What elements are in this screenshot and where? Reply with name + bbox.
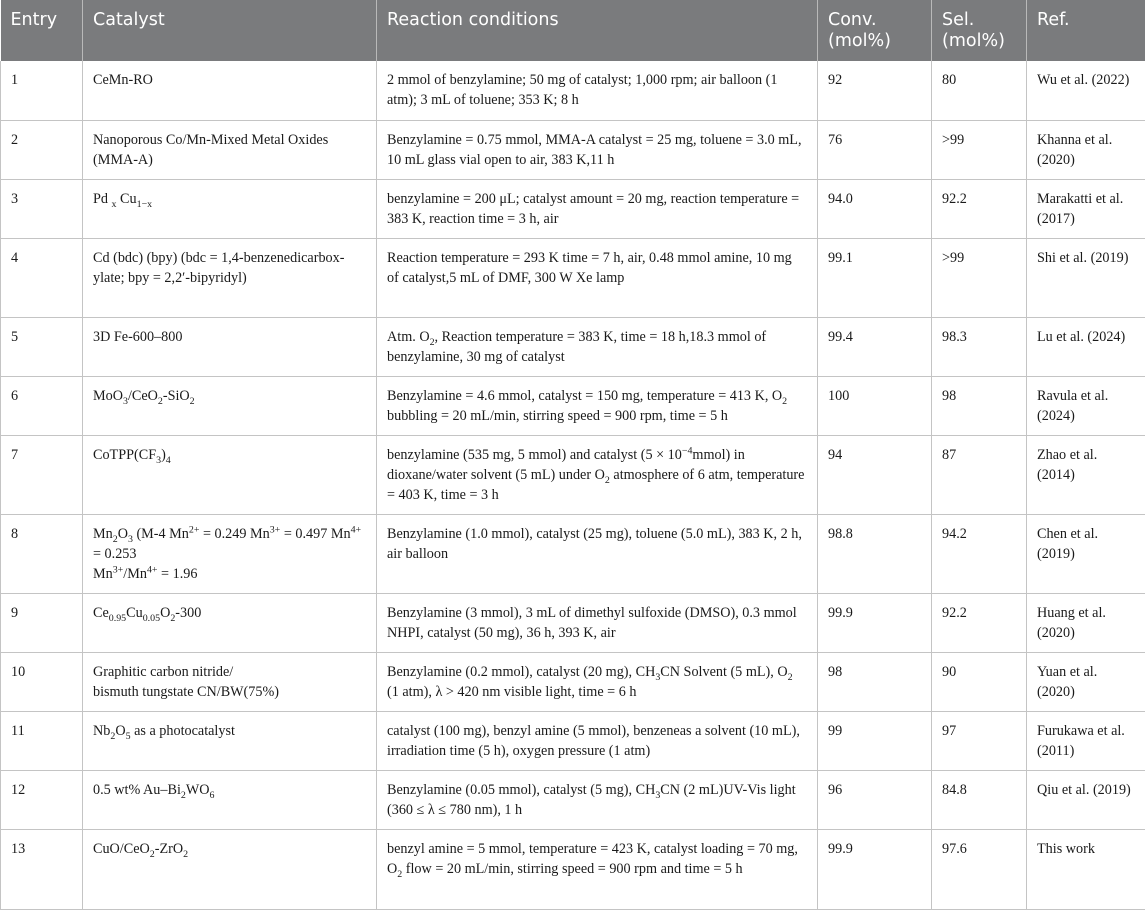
cell-conversion: 100: [818, 376, 932, 435]
table-row: [1, 179, 1145, 238]
cell-ref: Shi et al. (2019): [1027, 238, 1145, 317]
cell-conversion: 99.1: [818, 238, 932, 317]
table-row: [1, 317, 1145, 376]
cell-conversion: 94.0: [818, 179, 932, 238]
table-row: [1, 652, 1145, 711]
cell-catalyst: Pd $_x$ $Cu_{1-x}$: [83, 179, 377, 238]
cell-selectivity: 97.6: [932, 829, 1027, 909]
table-row: [1, 376, 1145, 435]
cell-entry: 10: [1, 652, 83, 711]
cell-ref: Yuan et al. (2020): [1027, 652, 1145, 711]
cell-conversion: 94: [818, 435, 932, 514]
header-row: [1, 0, 1145, 61]
header-selectivity: Sel. (mol%): [932, 0, 1027, 61]
cell-conditions: Benzylamine = 4.6 mmol, catalyst = 150 mg, temperature = 413 K, $O_2$ bubbling = 20 mL/min, stirring speed = 900 rpm, time = 5 h: [377, 376, 818, 435]
header-entry: Entry: [1, 0, 83, 61]
cell-selectivity: >99: [932, 238, 1027, 317]
cell-entry: 6: [1, 376, 83, 435]
table-row: [1, 435, 1145, 514]
cell-ref: Chen et al. (2019): [1027, 514, 1145, 593]
header-ref: Ref.: [1027, 0, 1145, 61]
header-catalyst: Catalyst: [83, 0, 377, 61]
cell-entry: 11: [1, 711, 83, 770]
cell-entry: 8: [1, 514, 83, 593]
cell-catalyst: $Ce_{0.95}Cu_{0.05}O_2-300$: [83, 593, 377, 652]
table-row: [1, 120, 1145, 179]
cell-conditions: Atm. $O_2$, Reaction temperature = 383 K, time = 18 h,18.3 mmol of benzylamine, 30 mg of catalyst: [377, 317, 818, 376]
cell-conditions: catalyst (100 mg), benzyl amine (5 mmol), benzeneas a solvent (10 mL), irradiation time (5 h), oxygen pressure (1 atm): [377, 711, 818, 770]
cell-catalyst: CuO/CeO$_2$-ZrO$_2$: [83, 829, 377, 909]
cell-entry: 9: [1, 593, 83, 652]
cell-selectivity: 98: [932, 376, 1027, 435]
cell-entry: 7: [1, 435, 83, 514]
cell-ref: Qiu et al. (2019): [1027, 770, 1145, 829]
cell-ref: Khanna et al. (2020): [1027, 120, 1145, 179]
header-conditions: Reaction conditions: [377, 0, 818, 61]
cell-catalyst: MoO$_3$/CeO$_2$-SiO$_2$: [83, 376, 377, 435]
cell-selectivity: >99: [932, 120, 1027, 179]
cell-conversion: 99.4: [818, 317, 932, 376]
cell-conditions: Reaction temperature = 293 K time = 7 h, air, 0.48 mmol amine, 10 mg of catalyst,5 mL of DMF, 300 W Xe lamp: [377, 238, 818, 317]
cell-conditions: Benzylamine (0.05 mmol), catalyst (5 mg), $CH_3CN$ (2 mL)UV-Vis light (360 ≤ λ ≤ 780 nm), 1 h: [377, 770, 818, 829]
cell-conditions: benzylamine = 200 μL; catalyst amount = 20 mg, reaction temperature = 383 K, reaction time = 3 h, air: [377, 179, 818, 238]
cell-conditions: Benzylamine = 0.75 mmol, MMA-A catalyst = 25 mg, toluene = 3.0 mL, 10 mL glass vial open to air, 383 K,11 h: [377, 120, 818, 179]
cell-catalyst: $Mn_2O_3$ (M-4 $Mn^{2+} = 0.249$ $Mn^{3+} = 0.497$ $Mn^{4+} = 0.253$ $Mn^{3+}/Mn^{4+} = 1.96$: [83, 514, 377, 593]
cell-selectivity: 94.2: [932, 514, 1027, 593]
cell-catalyst: 3D Fe-600–800: [83, 317, 377, 376]
cell-selectivity: 98.3: [932, 317, 1027, 376]
cell-conversion: 76: [818, 120, 932, 179]
cell-catalyst: CeMn-RO: [83, 61, 377, 120]
cell-conversion: 98: [818, 652, 932, 711]
cell-conditions: benzylamine (535 mg, 5 mmol) and catalyst $(5 \times 10^{-4}mmol)$ in dioxane/water solvent (5 mL) under $O_2$ atmosphere of 6 atm, temperature = 403 K, time = 3 h: [377, 435, 818, 514]
cell-catalyst: $CoTPP(CF_3)_4$: [83, 435, 377, 514]
header-conversion: Conv. (mol%): [818, 0, 932, 61]
table-row: [1, 593, 1145, 652]
cell-ref: Ravula et al. (2024): [1027, 376, 1145, 435]
table-row: [1, 829, 1145, 909]
cell-ref: Wu et al. (2022): [1027, 61, 1145, 120]
cell-entry: 13: [1, 829, 83, 909]
cell-selectivity: 92.2: [932, 179, 1027, 238]
cell-selectivity: 80: [932, 61, 1027, 120]
cell-conversion: 99.9: [818, 829, 932, 909]
cell-ref: Furukawa et al. (2011): [1027, 711, 1145, 770]
cell-conditions: 2 mmol of benzylamine; 50 mg of catalyst; 1,000 rpm; air balloon (1 atm); 3 mL of toluene; 353 K; 8 h: [377, 61, 818, 120]
cell-catalyst: $Nb_2O_5$ as a photocatalyst: [83, 711, 377, 770]
cell-catalyst: Graphitic carbon nitride/ bismuth tungstate CN/BW(75%): [83, 652, 377, 711]
cell-ref: This work: [1027, 829, 1145, 909]
cell-conversion: 92: [818, 61, 932, 120]
cell-entry: 1: [1, 61, 83, 120]
cell-conditions: Benzylamine (0.2 mmol), catalyst (20 mg), $CH_3CN$ Solvent (5 mL), $O_2$ (1 atm), λ > 420 nm visible light, time = 6 h: [377, 652, 818, 711]
cell-catalyst: 0.5 wt% $Au-Bi_2WO_6$: [83, 770, 377, 829]
cell-conversion: 98.8: [818, 514, 932, 593]
cell-catalyst: Nanoporous Co/Mn-Mixed Metal Oxides (MMA-A): [83, 120, 377, 179]
table-row: [1, 770, 1145, 829]
cell-ref: Huang et al. (2020): [1027, 593, 1145, 652]
cell-ref: Zhao et al. (2014): [1027, 435, 1145, 514]
cell-entry: 5: [1, 317, 83, 376]
cell-selectivity: 84.8: [932, 770, 1027, 829]
cell-entry: 12: [1, 770, 83, 829]
table-row: [1, 711, 1145, 770]
cell-conditions: Benzylamine (1.0 mmol), catalyst (25 mg), toluene (5.0 mL), 383 K, 2 h, air balloon: [377, 514, 818, 593]
cell-catalyst: Cd (bdc) (bpy) (bdc = 1,4-benzenedicarbox-ylate; bpy = 2,2′-bipyridyl): [83, 238, 377, 317]
cell-ref: Lu et al. (2024): [1027, 317, 1145, 376]
cell-selectivity: 87: [932, 435, 1027, 514]
cell-entry: 4: [1, 238, 83, 317]
table-row: [1, 61, 1145, 120]
cell-conversion: 99: [818, 711, 932, 770]
table-row: [1, 514, 1145, 593]
cell-selectivity: 97: [932, 711, 1027, 770]
cell-conditions: Benzylamine (3 mmol), 3 mL of dimethyl sulfoxide (DMSO), 0.3 mmol NHPI, catalyst (50 mg), 36 h, 393 K, air: [377, 593, 818, 652]
table-row: [1, 238, 1145, 317]
cell-ref: Marakatti et al. (2017): [1027, 179, 1145, 238]
cell-entry: 2: [1, 120, 83, 179]
cell-conditions: benzyl amine = 5 mmol, temperature = 423 K, catalyst loading = 70 mg, $O_2$ flow = 20 mL/min, stirring speed = 900 rpm and time = 5 h: [377, 829, 818, 909]
cell-entry: 3: [1, 179, 83, 238]
cell-selectivity: 92.2: [932, 593, 1027, 652]
cell-conversion: 99.9: [818, 593, 932, 652]
cell-selectivity: 90: [932, 652, 1027, 711]
cell-conversion: 96: [818, 770, 932, 829]
